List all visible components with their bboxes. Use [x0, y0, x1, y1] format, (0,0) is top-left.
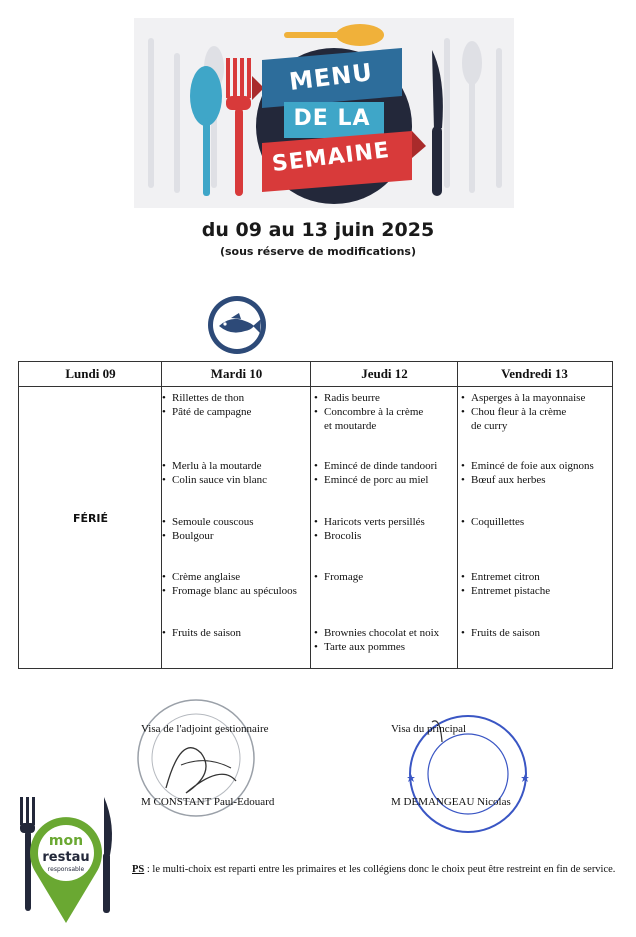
- list-item: • Entremet pistache: [461, 584, 550, 598]
- list-item: • Emincé de porc au miel: [314, 473, 437, 487]
- list-item: • Entremet citron: [461, 570, 550, 584]
- list-item: • Emincé de dinde tandoori: [314, 459, 437, 473]
- mardi-laitages: [162, 570, 297, 598]
- day-header-vendredi: Vendredi 13: [501, 366, 568, 381]
- vendredi-laitages: [461, 570, 550, 598]
- knife-icon: [432, 50, 443, 196]
- mardi-desserts: [162, 626, 241, 640]
- list-item: • Merlu à la moutarde: [162, 459, 267, 473]
- blue-spoon-icon: [190, 66, 222, 196]
- list-item: • Pâté de campagne: [162, 405, 251, 419]
- vendredi-accompagnements: [461, 515, 524, 529]
- list-item: • Haricots verts persillés: [314, 515, 425, 529]
- logo-text-mon: mon: [48, 833, 84, 849]
- logo-text-restau: restau: [42, 850, 90, 865]
- banner-word-menu: MENU: [287, 57, 375, 97]
- mardi-entrees: [162, 391, 251, 419]
- fish-icon: [205, 293, 269, 357]
- left-visa-name: M CONSTANT Paul-Edouard: [141, 796, 275, 808]
- table-header-row: [19, 362, 612, 387]
- list-item: • Brownies chocolat et noix: [314, 626, 439, 640]
- yellow-spoon-icon: [284, 24, 384, 46]
- menu-table: [18, 361, 613, 669]
- banner-word-semaine: SEMAINE: [270, 137, 392, 178]
- list-item: • Boulgour: [162, 529, 254, 543]
- list-item: • Fromage: [314, 570, 363, 584]
- list-item: • Coquillettes: [461, 515, 524, 529]
- day-header-jeudi: Jeudi 12: [361, 366, 408, 381]
- vendredi-entrees: [461, 391, 585, 433]
- list-item: • Radis beurre: [314, 391, 423, 405]
- mardi-plats: [162, 459, 267, 487]
- column-divider: [310, 362, 311, 668]
- jeudi-desserts: [314, 626, 439, 654]
- day-header-mardi: Mardi 10: [210, 366, 263, 381]
- jeudi-plats: [314, 459, 437, 487]
- list-item: • Brocolis: [314, 529, 425, 543]
- ps-note: [132, 864, 615, 875]
- reserve-note: (sous réserve de modifications): [219, 245, 417, 258]
- list-item: • Tarte aux pommes: [314, 640, 439, 654]
- column-divider: [457, 362, 458, 668]
- list-item: • Asperges à la mayonnaise: [461, 391, 585, 405]
- day-header-lundi: Lundi 09: [65, 366, 116, 381]
- jeudi-laitages: [314, 570, 363, 584]
- week-dates: du 09 au 13 juin 2025: [201, 219, 435, 241]
- list-item: • Concombre à la crème et moutarde: [314, 405, 423, 433]
- logo-text-responsable: responsable: [47, 866, 85, 873]
- jeudi-accompagnements: [314, 515, 425, 543]
- ps-label: PS: [132, 864, 145, 875]
- left-visa-title: Visa de l'adjoint gestionnaire: [141, 723, 269, 735]
- list-item: • Colin sauce vin blanc: [162, 473, 267, 487]
- list-item: • Rillettes de thon: [162, 391, 251, 405]
- menu-banner: [134, 18, 514, 208]
- list-item: • Crème anglaise: [162, 570, 297, 584]
- banner-word-de-la: DE LA: [293, 106, 371, 131]
- list-item: • Fromage blanc au spéculoos: [162, 584, 297, 598]
- list-item: • Semoule couscous: [162, 515, 254, 529]
- ps-text: : le multi-choix est reparti entre les primaires et les collégiens donc le choix peut être restreint en fin de service.: [144, 864, 616, 875]
- right-visa-name: M DEMANGEAU Nicolas: [391, 796, 511, 808]
- list-item: • Fruits de saison: [461, 626, 540, 640]
- right-visa-title: Visa du principal: [391, 723, 467, 735]
- mon-restau-responsable-logo: [16, 795, 116, 925]
- list-item: • Emincé de foie aux oignons: [461, 459, 594, 473]
- vendredi-desserts: [461, 626, 540, 640]
- list-item: • Fruits de saison: [162, 626, 241, 640]
- mardi-accompagnements: [162, 515, 254, 543]
- red-fork-icon: [226, 58, 251, 196]
- vendredi-plats: [461, 459, 594, 487]
- ferie-label: FÉRIÉ: [72, 512, 109, 525]
- jeudi-entrees: [314, 391, 423, 433]
- list-item: • Bœuf aux herbes: [461, 473, 594, 487]
- list-item: • Chou fleur à la crème de curry: [461, 405, 585, 433]
